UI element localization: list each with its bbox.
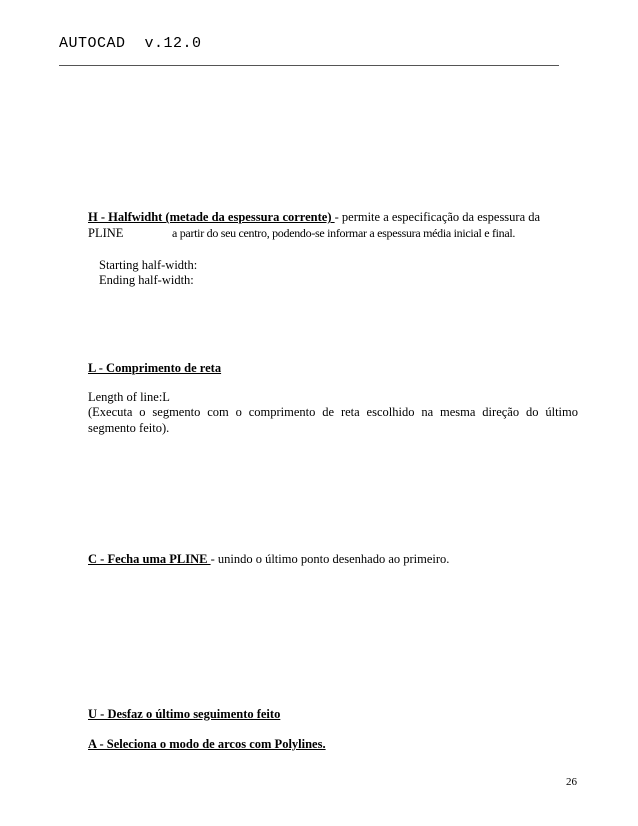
close-paragraph — [88, 551, 449, 567]
halfwidth-paragraph — [88, 209, 578, 225]
halfwidth-line2: a partir do seu centro, podendo-se informar a espessura média inicial e final. — [172, 226, 516, 240]
arc-title: A - Seleciona o modo de arcos com Polylines. — [88, 737, 326, 751]
page-number: 26 — [566, 776, 577, 788]
header-app: AUTOCAD — [59, 35, 126, 52]
header-version: v.12.0 — [144, 35, 202, 52]
halfwidth-title: H - Halfwidht (metade da espessura corrente) — [88, 210, 335, 224]
close-title: C - Fecha uma PLINE — [88, 552, 211, 566]
length-desc: (Executa o segmento com o comprimento de reta escolhido na mesma direção do último segmento feito). — [88, 405, 578, 435]
length-title: L - Comprimento de reta — [88, 361, 222, 375]
halfwidth-prompt-start: Starting half-width: — [99, 258, 198, 272]
undo-title: U - Desfaz o último seguimento feito — [88, 707, 281, 721]
halfwidth-desc: - permite a especificação da espessura da — [334, 210, 541, 224]
halfwidth-pline: PLINE — [88, 226, 124, 240]
close-desc: - unindo o último ponto desenhado ao primeiro. — [210, 552, 450, 566]
halfwidth-prompt-end: Ending half-width: — [99, 273, 194, 287]
header-rule — [59, 65, 559, 66]
page-header — [59, 35, 202, 52]
length-prompt: Length of line:L — [88, 390, 170, 404]
